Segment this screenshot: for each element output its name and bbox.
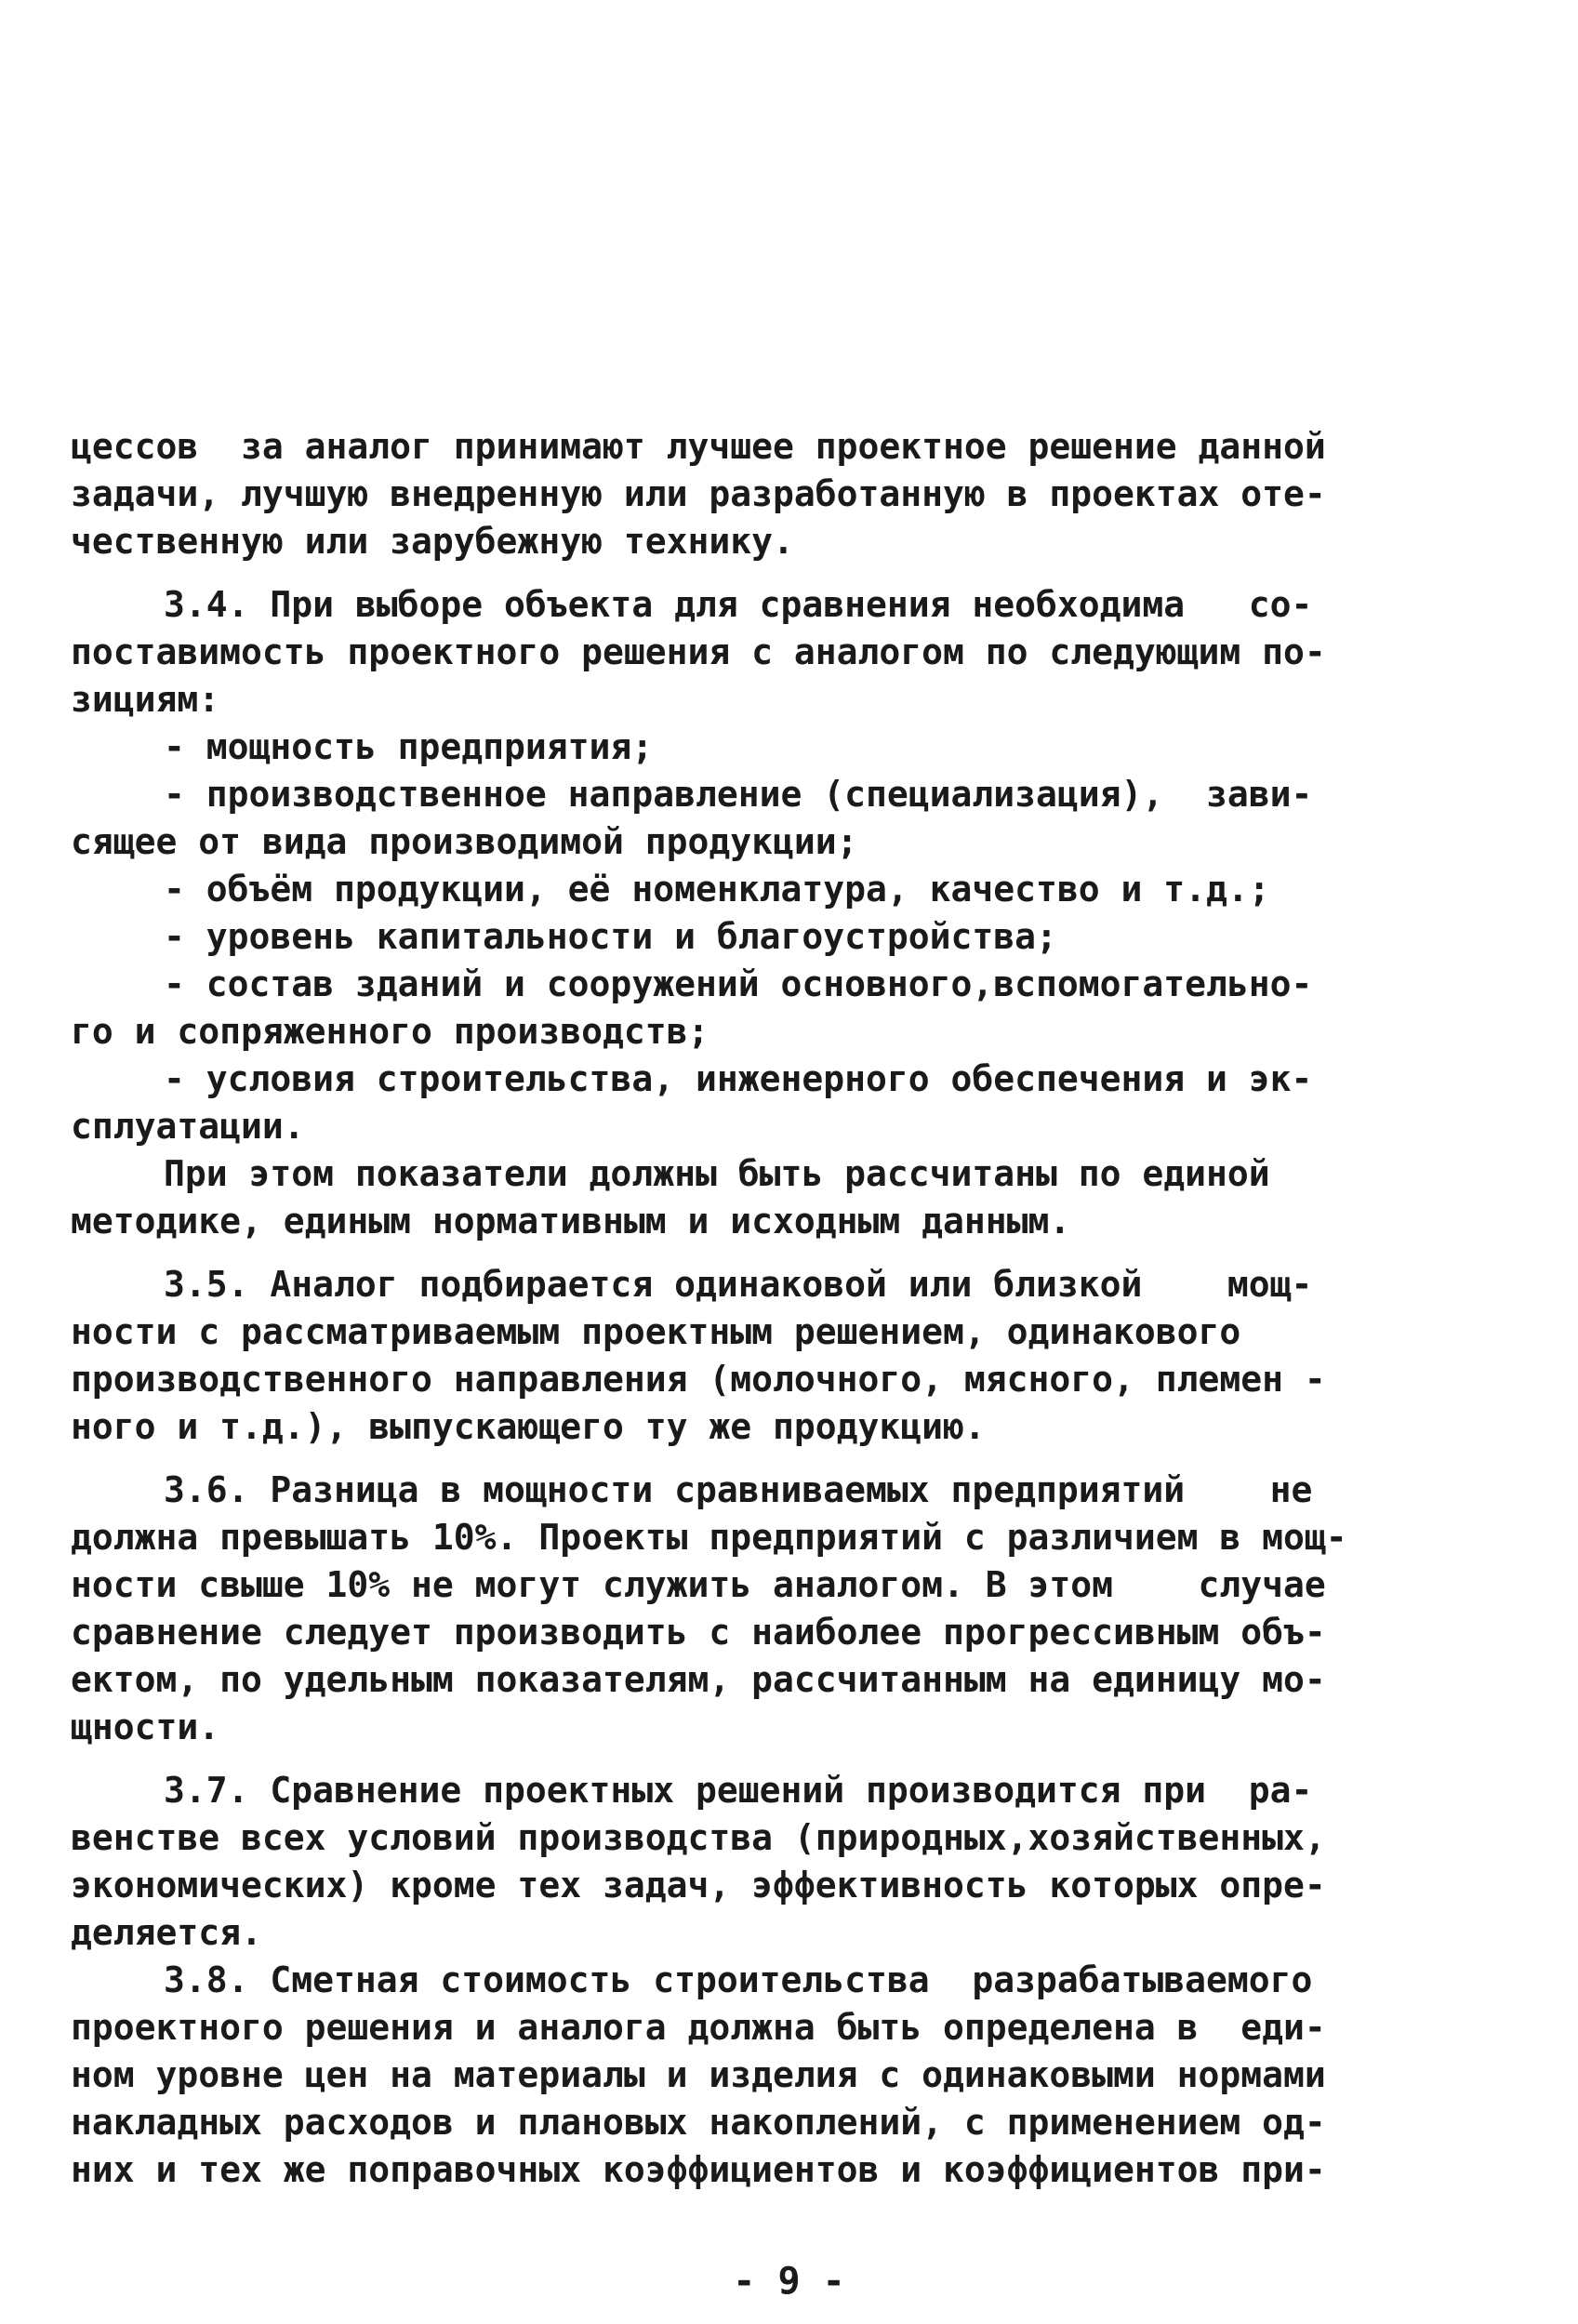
section-3-7-start: 3.7. Сравнение проектных решений производится при ра- bbox=[164, 1770, 1313, 1811]
list-item: - состав зданий и сооружений основного,вспомогательно- bbox=[164, 963, 1313, 1004]
text-line: го и сопряженного производств; bbox=[71, 1011, 709, 1052]
list-item: - условия строительства, инженерного обеспечения и эк- bbox=[164, 1058, 1313, 1099]
text-line: накладных расходов и плановых накоплений, с применением од- bbox=[71, 2102, 1326, 2143]
section-3-5-start: 3.5. Аналог подбирается одинаковой или близкой мощ- bbox=[164, 1264, 1313, 1305]
text-line: цессов за аналог принимают лучшее проектное решение данной bbox=[71, 426, 1326, 467]
text-line: сплуатации. bbox=[71, 1106, 305, 1147]
text-line: них и тех же поправочных коэффициентов и коэффициентов при- bbox=[71, 2149, 1326, 2190]
text-line: сящее от вида производимой продукции; bbox=[71, 821, 858, 862]
text-line: должна превышать 10%. Проекты предприятий с различием в мощ- bbox=[71, 1517, 1347, 1558]
list-item: - уровень капитальности и благоустройства; bbox=[164, 916, 1057, 957]
text-line: производственного направления (молочного, мясного, племен - bbox=[71, 1359, 1326, 1400]
text-line: зициям: bbox=[71, 679, 220, 720]
text-line: чественную или зарубежную технику. bbox=[71, 521, 794, 562]
section-3-6-start: 3.6. Разница в мощности сравниваемых предприятий не bbox=[164, 1469, 1313, 1510]
page-number: - 9 - bbox=[733, 2260, 845, 2303]
text-line: ности с рассматриваемым проектным решением, одинакового bbox=[71, 1311, 1241, 1352]
section-3-8-start: 3.8. Сметная стоимость строительства разрабатываемого bbox=[164, 1959, 1313, 2000]
text-line: задачи, лучшую внедренную или разработанную в проектах оте- bbox=[71, 473, 1326, 514]
list-item: - производственное направление (специализация), зави- bbox=[164, 774, 1313, 815]
text-line: методике, единым нормативным и исходным данным. bbox=[71, 1201, 1071, 1242]
text-line: При этом показатели должны быть рассчитаны по единой bbox=[164, 1153, 1270, 1194]
list-item: - мощность предприятия; bbox=[164, 726, 654, 767]
text-line: ном уровне цен на материалы и изделия с одинаковыми нормами bbox=[71, 2054, 1326, 2095]
text-line: экономических) кроме тех задач, эффективность которых опре- bbox=[71, 1865, 1326, 1906]
text-line: ектом, по удельным показателям, рассчитанным на единицу мо- bbox=[71, 1659, 1326, 1700]
section-3-4-start: 3.4. При выборе объекта для сравнения необходима со- bbox=[164, 584, 1313, 625]
text-line: сравнение следует производить с наиболее прогрессивным объ- bbox=[71, 1612, 1326, 1653]
text-line: деляется. bbox=[71, 1912, 262, 1953]
list-item: - объём продукции, её номенклатура, качество и т.д.; bbox=[164, 869, 1270, 910]
text-line: проектного решения и аналога должна быть определена в еди- bbox=[71, 2007, 1326, 2048]
text-line: поставимость проектного решения с аналогом по следующим по- bbox=[71, 631, 1326, 672]
text-line: венстве всех условий производства (природных,хозяйственных, bbox=[71, 1817, 1326, 1858]
document-body bbox=[71, 423, 1347, 2194]
text-line: ности свыше 10% не могут служить аналогом. В этом случае bbox=[71, 1564, 1326, 1605]
text-line: щности. bbox=[71, 1706, 220, 1747]
text-line: ного и т.д.), выпускающего ту же продукцию. bbox=[71, 1406, 986, 1447]
